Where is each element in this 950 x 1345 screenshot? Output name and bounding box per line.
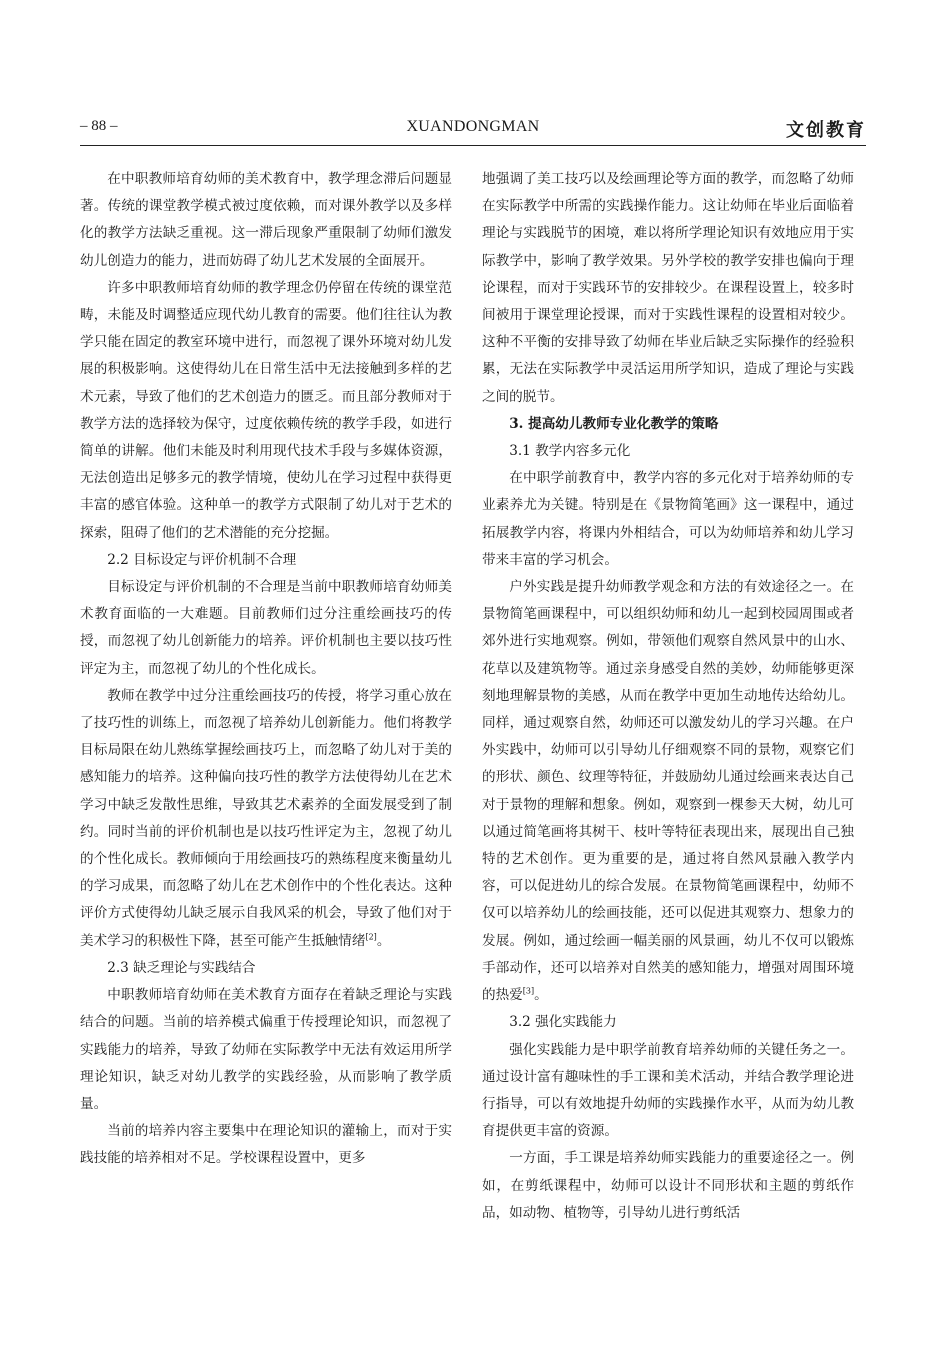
paragraph: 一方面，手工课是培养幼师实践能力的重要途径之一。例如，在剪纸课程中，幼师可以设计不同形状和主题的剪纸作品，如动物、植物等，引导幼儿进行剪纸活 <box>482 1150 854 1221</box>
paragraph: 强化实践能力是中职学前教育培养幼师的关键任务之一。通过设计富有趣味性的手工课和美术活动，并结合教学理论进行指导，可以有效地提升幼师的实践操作水平，从而为幼儿教育提供更丰富的资源。 <box>482 1041 854 1140</box>
paragraph <box>482 574 854 1009</box>
subsection-heading: 2.2 目标设定与评价机制不合理 <box>107 551 297 568</box>
paragraph: 中职教师培育幼师在美术教育方面存在着缺乏理论与实践结合的问题。当前的培养模式偏重于传授理论知识，而忽视了实践能力的培养，导致了幼师在实际教学中无法有效运用所学理论知识，缺乏对幼儿教学的实践经验，从而影响了教学质量。 <box>80 987 452 1112</box>
section-heading: 3. 提高幼儿教师专业化教学的策略 <box>509 415 719 432</box>
paragraph: 在中职学前教育中，教学内容的多元化对于培养幼师的专业素养尤为关键。特别是在《景物简笔画》这一课程中，通过拓展教学内容，将课内外相结合，可以为幼师培养和幼儿学习带来丰富的学习机会。 <box>482 470 854 568</box>
header-rule <box>80 145 866 146</box>
subsection-heading: 3.2 强化实践能力 <box>509 1014 617 1031</box>
page-number: – 88 – <box>80 118 118 134</box>
paragraph-continued: 地强调了美工技巧以及绘画理论等方面的教学，而忽略了幼师在实际教学中所需的实践操作能力。这让幼师在毕业后面临着理论与实践脱节的困境，难以将所学理论知识有效地应用于实际教学中，影响了教学效果。另外学校的教学安排也偏向于理论课程，而对于实践环节的安排较少。在课程设置上，较多时间被用于课堂理论授课，而对于实践性课程的设置相对较少。这种不平衡的安排导致了幼师在毕业后缺乏实际操作的经验积累，无法在实际教学中灵活运用所学知识，造成了理论与实践之间的脱节。 <box>482 171 854 405</box>
right-column <box>482 166 854 1227</box>
citation-ref: [3] <box>522 986 535 996</box>
page-header <box>80 118 866 142</box>
paragraph <box>80 683 452 955</box>
paragraph: 当前的培养内容主要集中在理论知识的灌输上，而对于实践技能的培养相对不足。学校课程设置中，更多 <box>80 1123 452 1167</box>
paragraph-text: 教师在教学中过分注重绘画技巧的传授，将学习重心放在了技巧性的训练上，而忽视了培养幼儿创新能力。他们将教学目标局限在幼儿熟练掌握绘画技巧上，而忽略了幼儿对于美的感知能力的培养。这种偏向技巧性的教学方法使得幼儿在艺术学习中缺乏发散性思维，导致其艺术素养的全面发展受到了制约。同时当前的评价机制也是以技巧性评定为主，忽视了幼儿的个性化成长。教师倾向于用绘画技巧的熟练程度来衡量幼儿的学习成果，而忽略了幼儿在艺术创作中的个性化表达。这种评价方式使得幼儿缺乏展示自我风采的机会，导致了他们对于美术学习的积极性下降，甚至可能产生抵触情绪 <box>80 687 452 949</box>
paragraph-text: 户外实践是提升幼师教学观念和方法的有效途径之一。在景物简笔画课程中，可以组织幼师和幼儿一起到校园周围或者郊外进行实地观察。例如，带领他们观察自然风景中的山水、花草以及建筑物等。通过亲身感受自然的美妙，幼师能够更深刻地理解景物的美感，从而在教学中更加生动地传达给幼儿。同样，通过观察自然，幼师还可以激发幼儿的学习兴趣。在户外实践中，幼师可以引导幼儿仔细观察不同的景物，观察它们的形状、颜色、纹理等特征，并鼓励幼儿通过绘画来表达自己对于景物的理解和想象。例如，观察到一棵参天大树，幼儿可以通过简笔画将其树干、枝叶等特征表现出来，展现出自己独特的艺术创作。更为重要的是，通过将自然风景融入教学内容，可以促进幼儿的综合发展。在景物简笔画课程中，幼师不仅可以培养幼儿的绘画技能，还可以促进其观察力、想象力的发展。例如，通过绘画一幅美丽的风景画，幼儿不仅可以锻炼手部动作，还可以培养对自然美的感知能力，增强对周围环境的热爱 <box>482 579 854 1004</box>
journal-name: XUANDONGMAN <box>406 118 540 135</box>
paragraph-end: 。 <box>376 932 391 949</box>
section-brand: 文创教育 <box>786 120 866 141</box>
paragraph: 目标设定与评价机制的不合理是当前中职教师培育幼师美术教育面临的一大难题。目前教师们过分注重绘画技巧的传授，而忽视了幼儿创新能力的培养。评价机制也主要以技巧性评定为主，而忽视了幼儿的个性化成长。 <box>80 579 452 677</box>
subsection-heading: 2.3 缺乏理论与实践结合 <box>107 959 256 976</box>
left-column <box>80 166 452 1173</box>
subsection-heading: 3.1 教学内容多元化 <box>509 443 631 460</box>
citation-ref: [2] <box>365 932 377 942</box>
paragraph-end: 。 <box>534 987 548 1004</box>
paragraph: 许多中职教师培育幼师的教学理念仍停留在传统的课堂范畴，未能及时调整适应现代幼儿教育的需要。他们往往认为教学只能在固定的教室环境中进行，而忽视了课外环境对幼儿发展的积极影响。这使得幼儿在日常生活中无法接触到多样的艺术元素，导致了他们的艺术创造力的匮乏。而且部分教师对于教学方法的选择较为保守，过度依赖传统的教学手段，如进行简单的讲解。他们未能及时利用现代技术手段与多媒体资源，无法创造出足够多元的教学情境，使幼儿在学习过程中获得更丰富的感官体验。这种单一的教学方式限制了幼儿对于艺术的探索，阻碍了他们的艺术潜能的充分挖掘。 <box>80 279 452 541</box>
paragraph: 在中职教师培育幼师的美术教育中，教学理念滞后问题显著。传统的课堂教学模式被过度依赖，而对课外教学以及多样化的教学方法缺乏重视。这一滞后现象严重限制了幼师们激发幼儿创造力的能力，进而妨碍了幼儿艺术发展的全面展开。 <box>80 171 452 269</box>
